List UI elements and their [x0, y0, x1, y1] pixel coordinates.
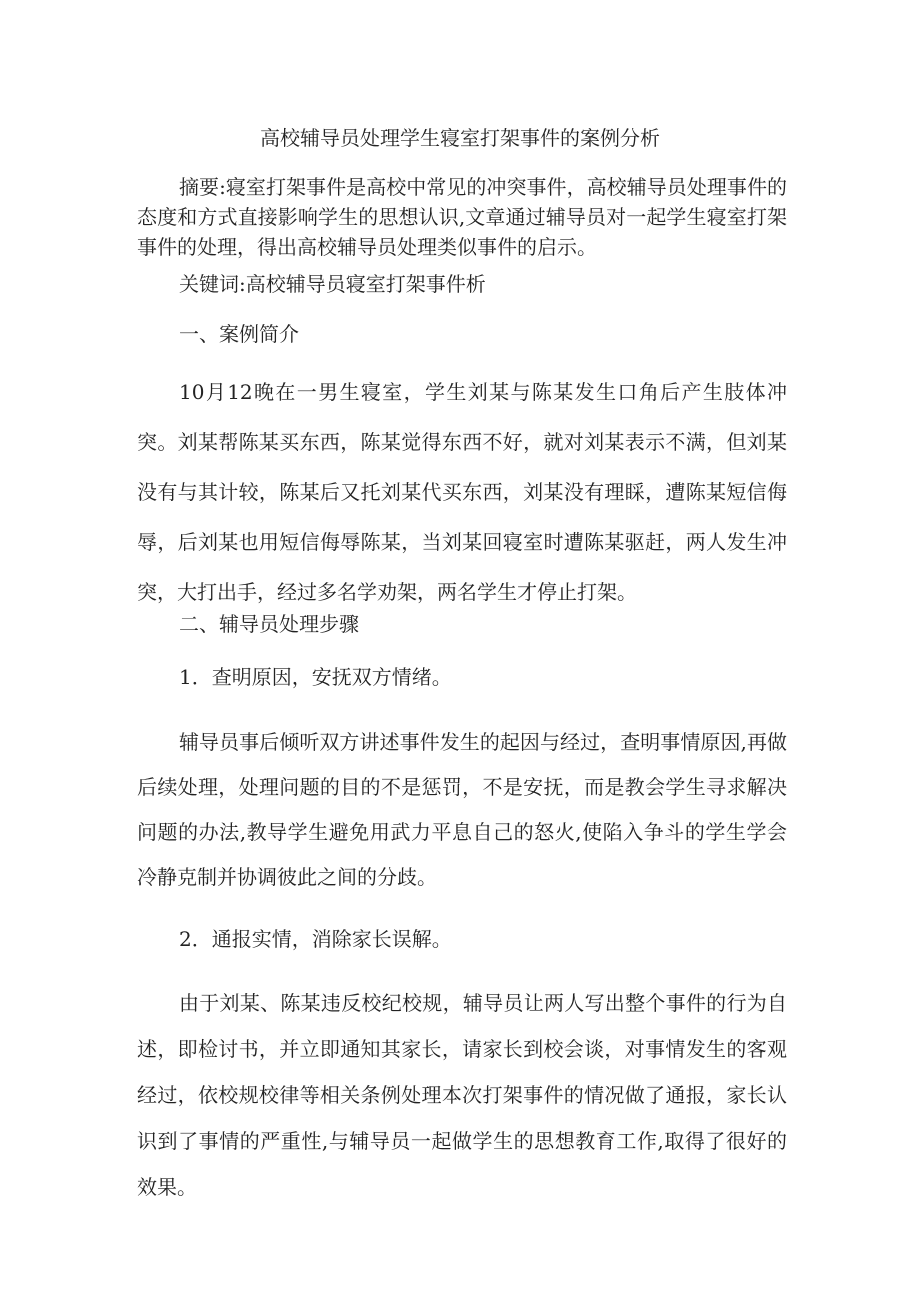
keywords-line: 关键词:高校辅导员寝室打架事件析 — [179, 272, 486, 296]
step1-paragraph: 辅导员事后倾听双方讲述事件发生的起因与经过，查明事情原因,再做后续处理，处理问题的目的不是惩罚，不是安抚，而是教会学生寻求解决问题的办法,教导学生避免用武力平息自己的怒火,使陷入争斗的学生学会冷静克制并协调彼此之间的分歧。 — [137, 730, 787, 889]
step2-paragraph: 由于刘某、陈某违反校纪校规，辅导员让两人写出整个事件的行为自述，即检讨书，并立即通知其家长，请家长到校会谈，对事情发生的客观经过，依校规校律等相关条例处理本次打架事件的情况做了通报，家长认识到了事情的严重性,与辅导员一起做学生的思想教育工作,取得了很好的效果。 — [137, 991, 787, 1199]
document-title: 高校辅导员处理学生寝室打架事件的案例分析 — [260, 126, 660, 150]
section-heading-handling-steps: 二、辅导员处理步骤 — [179, 612, 359, 636]
abstract-paragraph: 摘要:寝室打架事件是高校中常见的冲突事件，高校辅导员处理事件的态度和方式直接影响学生的思想认识,文章通过辅导员对一起学生寝室打架事件的处理，得出高校辅导员处理类似事件的启示。 — [137, 175, 787, 259]
step2-heading: 2．通报实情，消除家长误解。 — [179, 927, 452, 951]
section-heading-case-intro: 一、案例简介 — [179, 322, 299, 346]
case-intro-paragraph: 10月12晚在一男生寝室，学生刘某与陈某发生口角后产生肢体冲突。刘某帮陈某买东西，陈某觉得东西不好，就对刘某表示不满，但刘某没有与其计较，陈某后又托刘某代买东西，刘某没有理睬，遭陈某短信侮辱，后刘某也用短信侮辱陈某，当刘某回寝室时遭陈某驱赶，两人发生冲突，大打出手，经过多名学劝架，两名学生才停止打架。 — [137, 380, 787, 604]
step1-heading: 1．查明原因，安抚双方情绪。 — [179, 665, 452, 689]
